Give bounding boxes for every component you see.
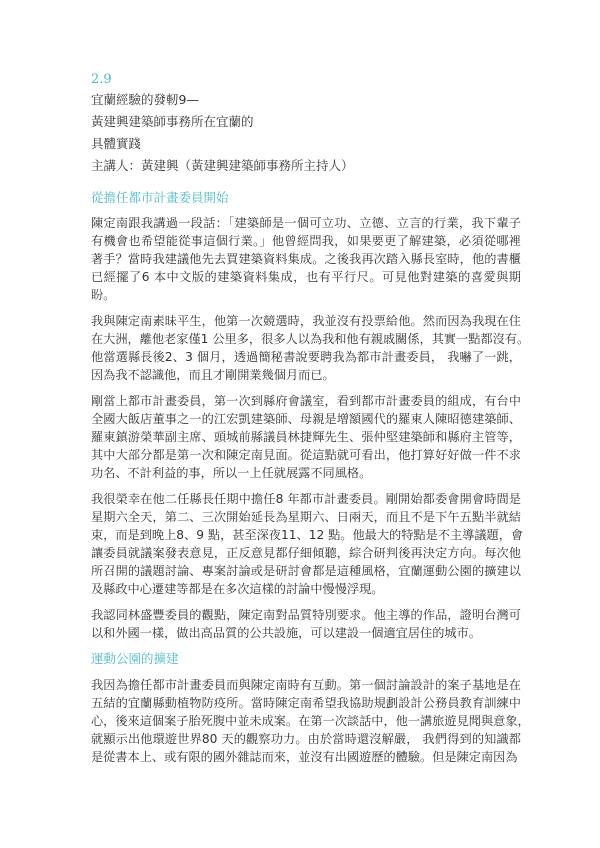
- paragraph: [91, 676, 530, 766]
- paragraph-line: 他當選縣長後2、3 個月，透過簡秘書說要聘我為都市計畫委員， 我嚇了一跳，: [91, 350, 521, 364]
- title-line: 黃建興建築師事務所在宜蘭的: [91, 114, 254, 129]
- paragraph-line: 陳定南跟我講過一段話：「建築師是一個可立功、立德、立言的行業，我下輩子: [91, 216, 521, 230]
- paragraph-line: 我因為擔任都市計畫委員而與陳定南時有互動。第一個討論設計的案子基地是在: [91, 678, 521, 692]
- paragraph-line: 全國大飯店董事之一的江宏凱建築師、母親是增額國代的羅東人陳昭德建築師、: [91, 412, 521, 426]
- paragraph-line: 束，而是到晚上8、9 點，甚至深夜11、12 點。他最大的特點是不主導議題，會: [91, 528, 524, 542]
- paragraph-line: 因為我不認識他，而且才剛開業幾個月而已。: [91, 368, 335, 382]
- title-block: [91, 89, 521, 177]
- paragraph-line: 五結的宜蘭縣動植物防疫所。當時陳定南希望我協助規劃設計公務員教育訓練中: [91, 696, 521, 710]
- paragraph-line: 讓委員就議案發表意見，正反意見都仔細傾聽，綜合研判後再決定方向。每次他: [91, 546, 521, 560]
- paragraph-line: 有機會也希望能從事這個行業。」他曾經問我，如果要更了解建築，必須從哪裡: [91, 234, 521, 248]
- paragraph-line: 我很榮幸在他二任縣長任期中擔任8 年都市計畫委員。剛開始都委會開會時間是: [91, 492, 521, 506]
- section-heading: 從擔任都市計畫委員開始: [91, 190, 229, 205]
- section-number: 2.9: [91, 72, 112, 87]
- paragraph-line: 在大洲，離他老家僅1 公里多，很多人以為我和他有親戚關係，其實一點都沒有。: [91, 332, 530, 346]
- paragraph-line: 我認同林盛豐委員的觀點，陳定南對品質特別要求。他主導的作品，證明台灣可: [91, 608, 521, 622]
- paragraph: [91, 606, 521, 642]
- paragraph-line: 著手？當時我建議他先去買建築資料集成。之後我再次踏入縣長室時，他的書櫃: [91, 252, 521, 266]
- paragraph-line: 是從書本上、或有限的國外雜誌而來，並沒有出國遊歷的體驗。但是陳定南因為: [91, 750, 518, 764]
- paragraph-line: 剛當上都市計畫委員，第一次到縣府會議室，看到都市計畫委員的組成，有台中: [91, 394, 521, 408]
- paragraph-line: 羅東鎮游榮華副主席、頭城前縣議員林捷輝先生、張仲堅建築師和縣府主管等，: [91, 430, 521, 444]
- title-line: 宜蘭經驗的發軔9—: [91, 92, 199, 107]
- paragraph-line: 我與陳定南素昧平生，他第一次競選時，我並沒有投票給他。然而因為我現在住: [91, 314, 521, 328]
- paragraph-line: 所召開的議題討論、專案討論或是研討會都是這種風格，宜蘭運動公園的擴建以: [91, 564, 521, 578]
- paragraph-line: 盼。: [91, 288, 116, 302]
- paragraph-line: 已經擺了6 本中文版的建築資料集成，也有平行尺。可見他對建築的喜愛與期: [91, 270, 521, 284]
- paragraph-line: 以和外國一樣，做出高品質的公共設施，可以建設一個適宜居住的城市。: [91, 626, 481, 640]
- paragraph: [91, 312, 530, 384]
- speaker-line: 主講人：黃建興（黃建興建築師事務所主持人）: [91, 158, 354, 173]
- paragraph: [91, 214, 521, 304]
- paragraph-line: 功名、不計利益的事，所以一上任就展露不同風格。: [91, 466, 372, 480]
- title-line: 具體實踐: [91, 136, 142, 151]
- paragraph-line: 其中大部分都是第一次和陳定南見面。從這點就可看出，他打算好好做一件不求: [91, 448, 521, 462]
- paragraph: [91, 392, 521, 482]
- paragraph-line: 就顯示出他環遊世界80 天的觀察功力。由於當時還沒解嚴， 我們得到的知識都: [91, 732, 521, 746]
- paragraph-line: 星期六全天，第二、三次開始延長為星期六、日兩天，而且不是下午五點半就結: [91, 510, 521, 524]
- section-heading: 運動公園的擴建: [91, 651, 179, 666]
- paragraph-line: 及縣政中心遷建等都是在多次這樣的討論中慢慢浮現。: [91, 582, 384, 596]
- paragraph-line: 心，後來這個案子胎死腹中並未成案。在第一次談話中，他一講旅遊見聞與意象，: [91, 714, 530, 728]
- paragraph: [91, 490, 524, 598]
